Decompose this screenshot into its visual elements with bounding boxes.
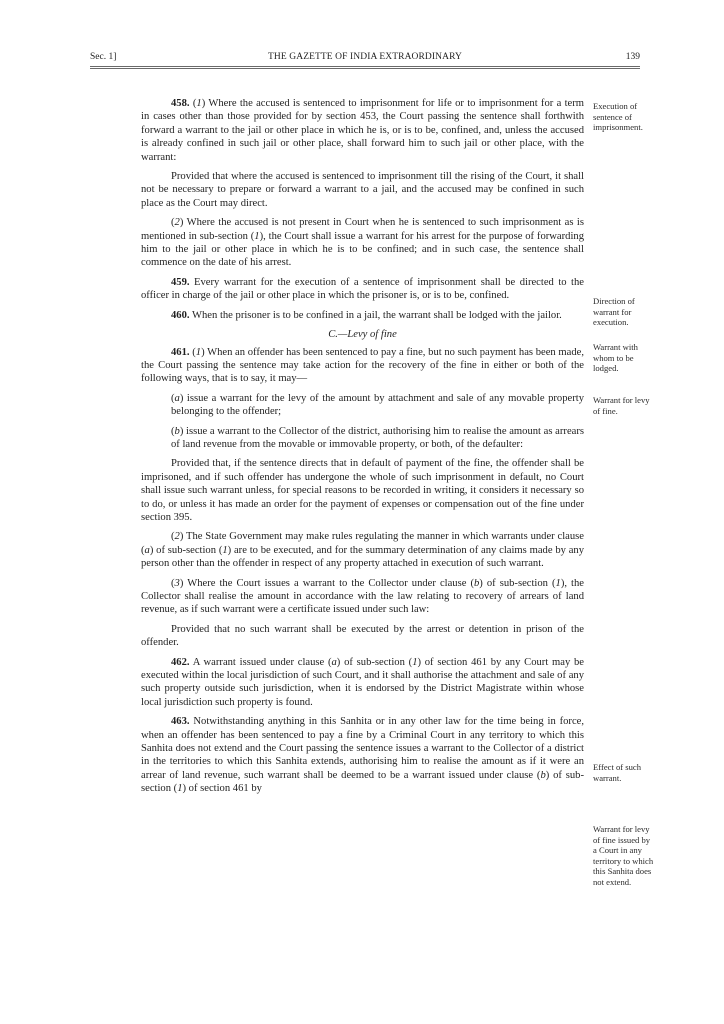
page-header	[90, 52, 640, 66]
section-461-proviso-2: Provided that no such warrant shall be executed by the arrest or detention in prison of the offender.	[141, 623, 584, 649]
margin-note-459: Direction of warrant for execution.	[593, 296, 635, 328]
section-461-para-3: (3) Where the Court issues a warrant to the Collector under clause (b) of sub-section (1), the Collector shall realise the amount in accordance with the law relating to recovery of arrears of land revenue, as if such warrant were a certificate issued under such law:	[141, 577, 584, 616]
section-458-para-1: 458. (1) Where the accused is sentenced to imprisonment for life or to imprisonment for a term in cases other than those provided for by section 453, the Court passing the sentence shall forthwith forward a warrant to the jail or other place in which he is, or is to be, confined, and, unless the accused is already confined in such jail or other place, shall forward him to such jail or other place, with the warrant:	[141, 98, 585, 163]
section-463: 463. Notwithstanding anything in this Sanhita or in any other law for the time being in force, when an offender has been sentenced to pay a fine by a Criminal Court in any territory to which this Sanhita does not extend and the Court passing the sentence issues a warrant to the Collector of a district in the territories to which this Sanhita extends, authorising him to realise the amount as if it were an arrear of land revenue, such warrant shall be deemed to be a warrant issued under clause (b) of sub-section (1) of section 461 by	[141, 716, 584, 795]
section-label: Sec. 1]	[90, 52, 117, 62]
section-461-para-1: 461. (1) When an offender has been sentenced to pay a fine, but no such payment has been made, the Court passing the sentence may take action for the recovery of the fine in either or both of the following ways, that is to say, it may—	[141, 346, 584, 385]
margin-note-460: Warrant with whom to be lodged.	[593, 342, 638, 374]
document-body	[141, 97, 584, 802]
section-460: 460. When the prisoner is to be confined in a jail, the warrant shall be lodged with the jailor.	[171, 309, 562, 321]
chapter-subheading: C.—Levy of fine	[328, 329, 397, 341]
margin-note-463: Warrant for levy of fine issued by a Court in any territory to which this Sanhita does not extend.	[593, 824, 654, 887]
gazette-title: THE GAZETTE OF INDIA EXTRAORDINARY	[268, 52, 462, 62]
section-461-clause-a: (a) issue a warrant for the levy of the amount by attachment and sale of any movable property belonging to the offender;	[171, 392, 584, 418]
margin-note-458: Execution of sentence of imprisonment.	[593, 101, 643, 133]
section-458-proviso: Provided that where the accused is sentenced to imprisonment till the rising of the Court, it shall not be necessary to prepare or forward a warrant to a jail, and the accused may be confined in such place as the Court may direct.	[141, 171, 584, 209]
page-number: 139	[625, 52, 640, 62]
header-rule	[90, 66, 640, 69]
section-458-para-2: (2) Where the accused is not present in Court when he is sentenced to such imprisonment as is mentioned in sub-section (1), the Court shall issue a warrant for his arrest for the purpose of forwarding him to the jail or other place in which he is to be confined; and in such case, the sentence shall commence on the date of his arrest.	[141, 217, 584, 269]
margin-note-461: Warrant for levy of fine.	[593, 395, 650, 416]
section-461-clause-b: (b) issue a warrant to the Collector of the district, authorising him to realise the amount as arrears of land revenue from the movable or immovable property, or both, of the defaulter:	[171, 425, 584, 450]
section-459: 459. Every warrant for the execution of a sentence of imprisonment shall be directed to the officer in charge of the jail or other place in which the prisoner is, or is to be, confined.	[141, 276, 584, 302]
section-461-proviso-1: Provided that, if the sentence directs that in default of payment of the fine, the offender shall be imprisoned, and if such offender has undergone the whole of such imprisonment in default, no Court shall issue such warrant unless, for special reasons to be recorded in writing, it considers it necessary so to do, or unless it has made an order for the payment of expenses or compensation out of the fine under section 395.	[141, 458, 584, 523]
margin-note-462: Effect of such warrant.	[593, 762, 642, 783]
section-461-para-2: (2) The State Government may make rules regulating the manner in which warrants under clause (a) of sub-section (1) are to be executed, and for the summary determination of any claims made by any person other than the offender in respect of any property attached in execution of such warrant.	[141, 531, 584, 570]
section-462: 462. A warrant issued under clause (a) of sub-section (1) of section 461 by any Court may be executed within the local jurisdiction of such Court, and it shall authorise the attachment and sale of any such property outside such jurisdiction, when it is endorsed by the District Magistrate within whose local jurisdiction such property is found.	[141, 656, 585, 708]
